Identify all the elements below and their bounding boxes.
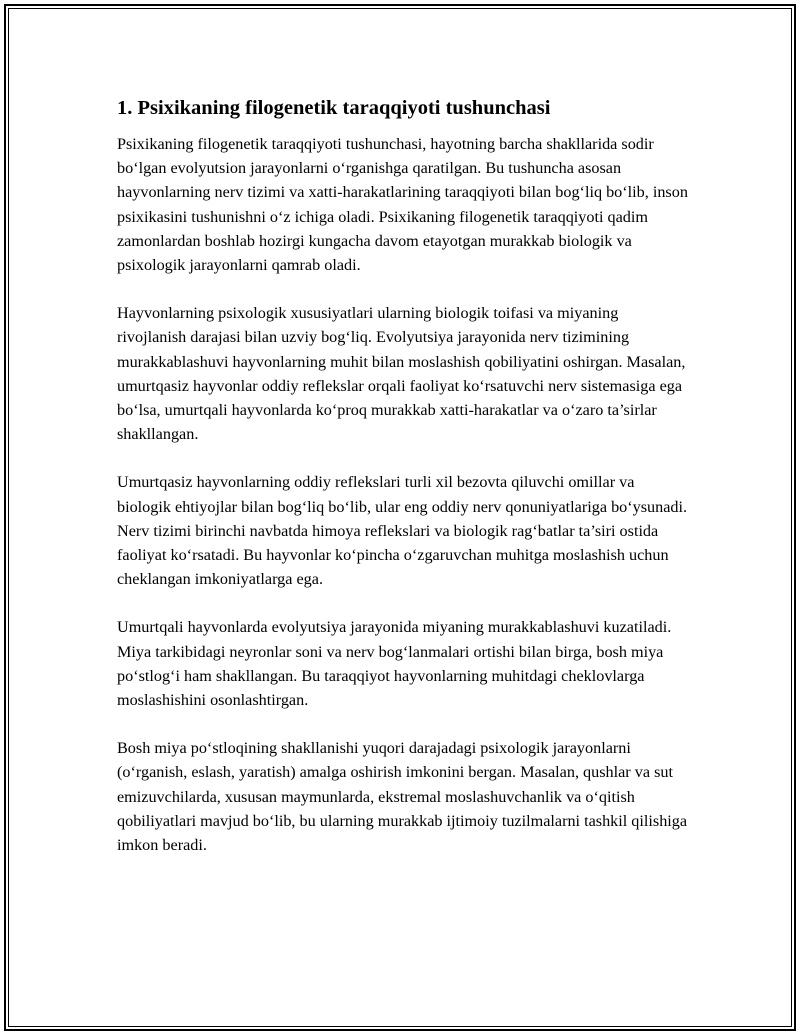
- paragraph-5: Bosh miya po‘stloqining shakllanishi yuqori darajadagi psixologik jarayonlarni (o‘rganish, eslash, yaratish) amalga oshirish imkonini bergan. Masalan, qushlar va sut emizuvchilarda, xususan maymunlarda, ekstremal moslashuvchanlik va o‘qitish qobiliyatlari mavjud bo‘lib, bu ularning murakkab ijtimoiy tuzilmalarni tashkil qilishiga imkon beradi.: [117, 739, 688, 855]
- paragraph-4: Umurtqali hayvonlarda evolyutsiya jarayonida miyaning murakkablashuvi kuzatiladi. Miya tarkibidagi neyronlar soni va nerv bog‘lanmalari ortishi bilan birga, bosh miya po‘stlog‘i ham shakllangan. Bu taraqqiyot hayvonlarning muhitdagi cheklovlarga moslashishini osonlashtirgan.: [117, 618, 672, 710]
- paragraph-2: Hayvonlarning psixologik xususiyatlari ularning biologik toifasi va miyaning rivojlanish darajasi bilan uzviy bog‘liq. Evolyutsiya jarayonida nerv tizimining murakkablashuvi hayvonlarning muhit bilan moslashish qobiliyatini oshirgan. Masalan, umurtqasiz hayvonlar oddiy reflekslar orqali faoliyat ko‘rsatuvchi nerv sistemasiga ega bo‘lsa, umurtqali hayvonlarda ko‘proq murakkab xatti-harakatlar va o‘zaro ta’sirlar shakllangan.: [117, 304, 686, 444]
- paragraph-1: Psixikaning filogenetik taraqqiyoti tushunchasi, hayotning barcha shakllarida sodir bo‘lgan evolyutsion jarayonlarni o‘rganishga qaratilgan. Bu tushuncha asosan hayvonlarning nerv tizimi va xatti-harakatlarining taraqqiyoti bilan bog‘liq bo‘lib, inson psixikasini tushunishni o‘z ichiga oladi. Psixikaning filogenetik taraqqiyoti qadim zamonlardan boshlab hozirgi kungacha davom etayotgan murakkab biologik va psixologik jarayonlarni qamrab oladi.: [117, 135, 688, 275]
- paragraph-3: Umurtqasiz hayvonlarning oddiy reflekslari turli xil bezovta qiluvchi omillar va biologik ehtiyojlar bilan bog‘liq bo‘lib, ular eng oddiy nerv qonuniyatlariga bo‘ysunadi. Nerv tizimi birinchi navbatda himoya reflekslari va biologik rag‘batlar ta’siri ostida faoliyat ko‘rsatadi. Bu hayvonlar ko‘pincha o‘zgaruvchan muhitga moslashish uchun cheklangan imkoniyatlarga ega.: [117, 473, 688, 589]
- document-body: [117, 95, 689, 881]
- section-heading: 1. Psixikaning filogenetik taraqqiyoti tushunchasi: [117, 97, 551, 119]
